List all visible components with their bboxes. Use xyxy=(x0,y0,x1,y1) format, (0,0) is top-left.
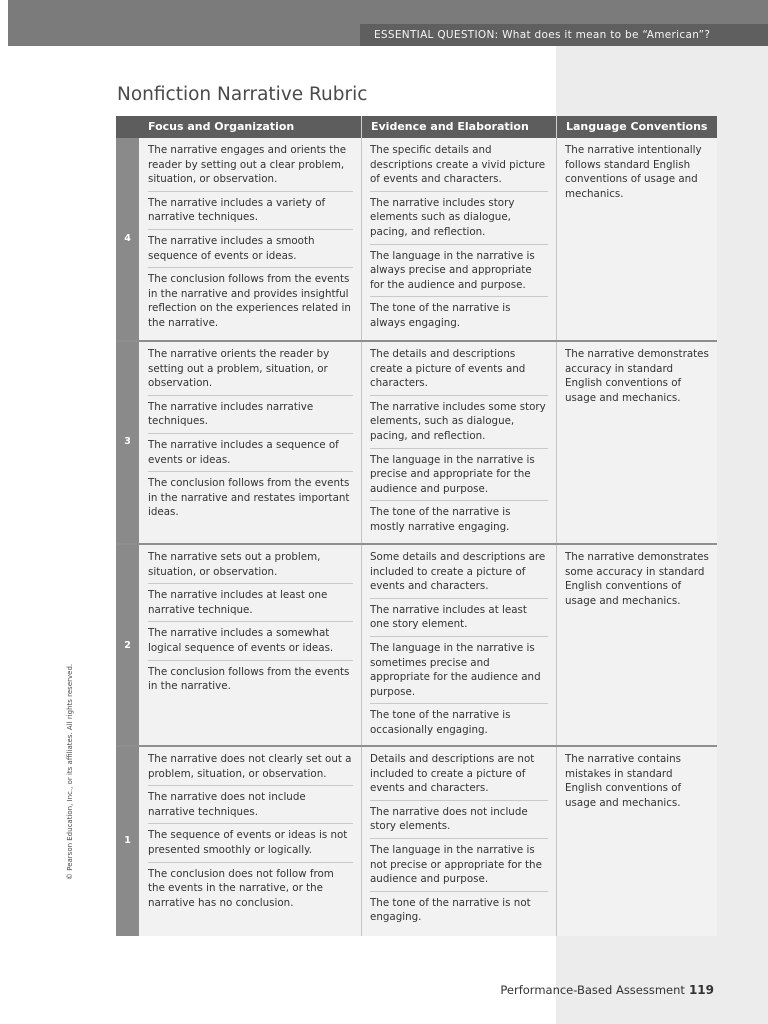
criterion-text: The conclusion follows from the events in the narrative and provides insightful reflection on the experiences related in the narrative. xyxy=(148,267,353,334)
criterion-text: The narrative includes narrative techniques. xyxy=(148,395,353,433)
column-divider xyxy=(556,138,557,936)
score-number: 1 xyxy=(124,835,131,846)
criterion-text: The narrative includes a variety of narrative techniques. xyxy=(148,191,353,229)
rubric-cell-focus xyxy=(148,550,353,698)
criterion-text: The narrative includes some story elements, such as dialogue, pacing, and reflection. xyxy=(370,395,548,448)
criterion-text: The conclusion follows from the events in the narrative. xyxy=(148,660,353,698)
footer-label: Performance-Based Assessment xyxy=(500,983,685,997)
page-title: Nonfiction Narrative Rubric xyxy=(117,84,368,105)
criterion-text: Details and descriptions are not included to create a picture of events and characters. xyxy=(370,753,535,795)
page-number: 119 xyxy=(688,983,714,997)
copyright-notice: © Pearson Education, Inc., or its affiliates. All rights reserved. xyxy=(66,663,74,880)
criterion-text: The narrative includes story elements such as dialogue, pacing, and reflection. xyxy=(370,191,548,244)
score-cell xyxy=(116,747,139,936)
rubric-cell-conventions xyxy=(565,752,711,814)
criterion-text: The narrative orients the reader by setting out a problem, situation, or observation. xyxy=(148,348,330,390)
criterion-text: The tone of the narrative is not engaging. xyxy=(370,891,548,929)
rubric-cell-evidence xyxy=(370,752,548,929)
criterion-text: The narrative intentionally follows standard English conventions of usage and mechanics. xyxy=(565,144,702,200)
column-header-focus: Focus and Organization xyxy=(148,120,295,133)
criterion-text: The narrative includes a smooth sequence of events or ideas. xyxy=(148,229,353,267)
criterion-text: Some details and descriptions are included to create a picture of events and characters. xyxy=(370,551,546,593)
rubric-cell-conventions xyxy=(565,143,711,205)
row-divider xyxy=(116,543,717,545)
rubric-cell-focus xyxy=(148,752,353,914)
rubric-header-row xyxy=(116,116,717,138)
rubric-cell-conventions xyxy=(565,347,711,409)
criterion-text: The language in the narrative is sometimes precise and appropriate for the audience and purpose. xyxy=(370,636,548,703)
criterion-text: The conclusion follows from the events in the narrative and restates important ideas. xyxy=(148,471,353,524)
score-cell xyxy=(116,342,139,543)
rubric-table xyxy=(116,116,717,936)
criterion-text: The sequence of events or ideas is not presented smoothly or logically. xyxy=(148,823,353,861)
criterion-text: The tone of the narrative is always engaging. xyxy=(370,296,548,334)
criterion-text: The details and descriptions create a picture of events and characters. xyxy=(370,348,526,390)
score-number: 2 xyxy=(124,640,131,651)
criterion-text: The tone of the narrative is mostly narrative engaging. xyxy=(370,500,548,538)
top-banner xyxy=(8,0,768,46)
essential-question: ESSENTIAL QUESTION: What does it mean to be “American”? xyxy=(360,24,768,46)
row-divider xyxy=(116,340,717,342)
rubric-cell-evidence xyxy=(370,347,548,539)
score-number: 3 xyxy=(124,436,131,447)
criterion-text: The narrative does not include narrative techniques. xyxy=(148,785,353,823)
criterion-text: The narrative demonstrates some accuracy in standard English conventions of usage and mechanics. xyxy=(565,551,709,607)
criterion-text: The conclusion does not follow from the events in the narrative, or the narrative has no conclusion. xyxy=(148,862,353,915)
score-cell xyxy=(116,138,139,340)
rubric-cell-focus xyxy=(148,143,353,335)
criterion-text: The narrative includes a sequence of events or ideas. xyxy=(148,433,353,471)
column-divider xyxy=(361,138,362,936)
criterion-text: The narrative does not clearly set out a problem, situation, or observation. xyxy=(148,753,352,780)
rubric-cell-evidence xyxy=(370,550,548,742)
column-header-conventions: Language Conventions xyxy=(556,116,717,138)
column-header-evidence: Evidence and Elaboration xyxy=(361,116,556,138)
criterion-text: The specific details and descriptions create a vivid picture of events and characters. xyxy=(370,144,546,186)
criterion-text: The narrative includes a somewhat logical sequence of events or ideas. xyxy=(148,621,353,659)
criterion-text: The narrative includes at least one narrative technique. xyxy=(148,583,353,621)
rubric-cell-focus xyxy=(148,347,353,524)
criterion-text: The language in the narrative is precise and appropriate for the audience and purpose. xyxy=(370,448,548,501)
criterion-text: The language in the narrative is not precise or appropriate for the audience and purpose. xyxy=(370,838,548,891)
rubric-cell-conventions xyxy=(565,550,711,612)
criterion-text: The narrative sets out a problem, situation, or observation. xyxy=(148,551,321,578)
score-cell xyxy=(116,545,139,745)
criterion-text: The tone of the narrative is occasionally engaging. xyxy=(370,703,548,741)
criterion-text: The narrative demonstrates accuracy in standard English conventions of usage and mechanics. xyxy=(565,348,709,404)
page-footer xyxy=(500,983,714,997)
rubric-cell-evidence xyxy=(370,143,548,335)
criterion-text: The narrative engages and orients the reader by setting out a clear problem, situation, or observation. xyxy=(148,144,347,186)
criterion-text: The language in the narrative is always precise and appropriate for the audience and purpose. xyxy=(370,244,548,297)
criterion-text: The narrative does not include story elements. xyxy=(370,800,548,838)
score-number: 4 xyxy=(124,233,131,244)
criterion-text: The narrative includes at least one story element. xyxy=(370,598,548,636)
row-divider xyxy=(116,745,717,747)
criterion-text: The narrative contains mistakes in standard English conventions of usage and mechanics. xyxy=(565,753,682,809)
